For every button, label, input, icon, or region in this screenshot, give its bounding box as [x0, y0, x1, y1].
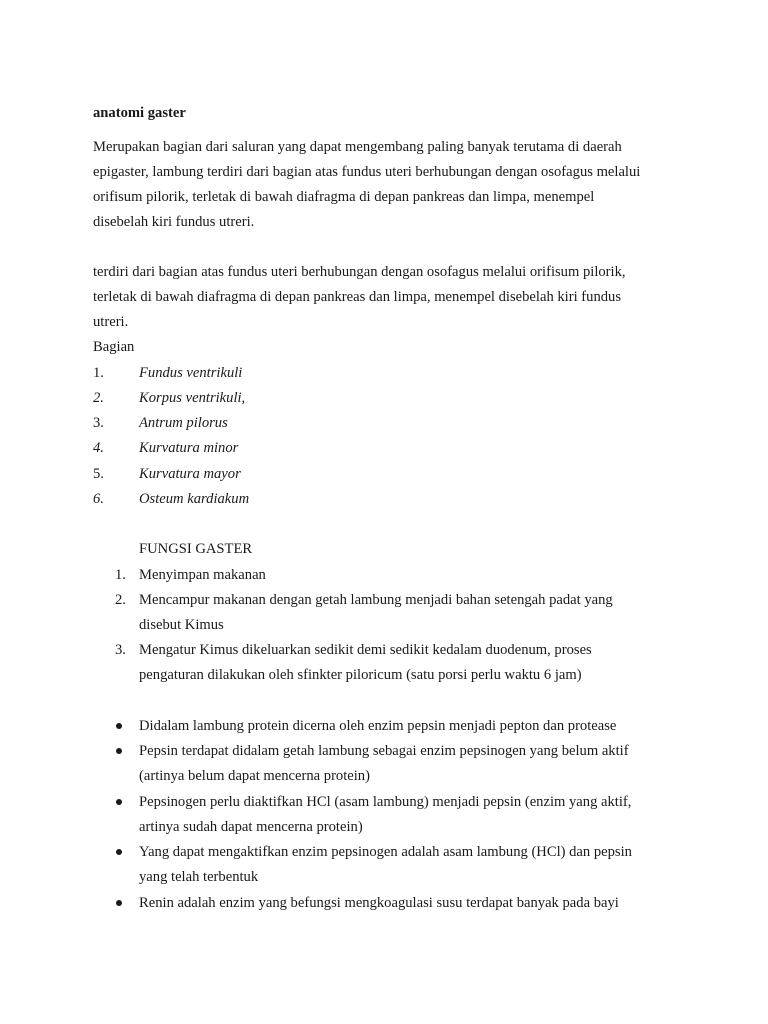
part-number: 4. — [93, 440, 104, 456]
part-label: Antrum pilorus — [139, 415, 228, 431]
bullet-dot — [116, 723, 122, 729]
part-number: 2. — [93, 390, 104, 406]
function-number: 2. — [115, 592, 126, 608]
paragraph-1-line-1: Merupakan bagian dari saluran yang dapat mengembang paling banyak terutama di daerah — [93, 139, 622, 155]
bullet-text: Pepsinogen perlu diaktifkan HCl (asam lambung) menjadi pepsin (enzim yang aktif, — [139, 794, 632, 810]
part-label: Fundus ventrikuli — [139, 365, 243, 381]
part-label: Korpus ventrikuli, — [139, 390, 246, 406]
bullet-text: (artinya belum dapat mencerna protein) — [139, 768, 370, 784]
part-number: 5. — [93, 466, 104, 482]
function-text: pengaturan dilakukan oleh sfinkter piloricum (satu porsi perlu waktu 6 jam) — [139, 667, 582, 683]
bullet-dot — [116, 900, 122, 906]
function-text: Menyimpan makanan — [139, 567, 266, 583]
paragraph-2-line-1: terdiri dari bagian atas fundus uteri berhubungan dengan osofagus melalui orifisum pilorik, — [93, 264, 626, 280]
bullet-text: yang telah terbentuk — [139, 869, 259, 885]
paragraph-1-line-4: disebelah kiri fundus utreri. — [93, 214, 255, 230]
function-number: 1. — [115, 567, 126, 583]
bullet-text: Pepsin terdapat didalam getah lambung sebagai enzim pepsinogen yang belum aktif — [139, 743, 629, 759]
function-number: 3. — [115, 642, 126, 658]
bullet-dot — [116, 849, 122, 855]
part-number: 3. — [93, 415, 104, 431]
bullet-dot — [116, 799, 122, 805]
function-text: Mencampur makanan dengan getah lambung menjadi bahan setengah padat yang — [139, 592, 613, 608]
paragraph-2-line-2: terletak di bawah diafragma di depan pankreas dan limpa, menempel disebelah kiri fundus — [93, 289, 622, 305]
paragraph-1-line-3: orifisum pilorik, terletak di bawah diafragma di depan pankreas dan limpa, menempel — [93, 189, 595, 205]
function-text: Mengatur Kimus dikeluarkan sedikit demi sedikit kedalam duodenum, proses — [139, 642, 592, 658]
bullet-text: Renin adalah enzim yang befungsi mengkoagulasi susu terdapat banyak pada bayi — [139, 895, 619, 911]
part-number: 6. — [93, 491, 104, 507]
function-text: disebut Kimus — [139, 617, 224, 633]
part-label: Osteum kardiakum — [139, 491, 250, 507]
bullet-text: artinya sudah dapat mencerna protein) — [139, 819, 363, 835]
paragraph-2-line-3: utreri. — [93, 314, 129, 330]
part-label: Kurvatura mayor — [139, 466, 241, 482]
paragraph-1-line-2: epigaster, lambung terdiri dari bagian atas fundus uteri berhubungan dengan osofagus melalui — [93, 164, 641, 180]
part-number: 1. — [93, 365, 104, 381]
part-label: Kurvatura minor — [139, 440, 239, 456]
document-title: anatomi gaster — [93, 105, 186, 121]
fungsi-heading: FUNGSI GASTER — [139, 541, 253, 557]
bullet-text: Didalam lambung protein dicerna oleh enzim pepsin menjadi pepton dan protease — [139, 718, 617, 734]
bullet-text: Yang dapat mengaktifkan enzim pepsinogen adalah asam lambung (HCl) dan pepsin — [139, 844, 632, 860]
bullet-dot — [116, 748, 122, 754]
bagian-label: Bagian — [93, 339, 135, 355]
